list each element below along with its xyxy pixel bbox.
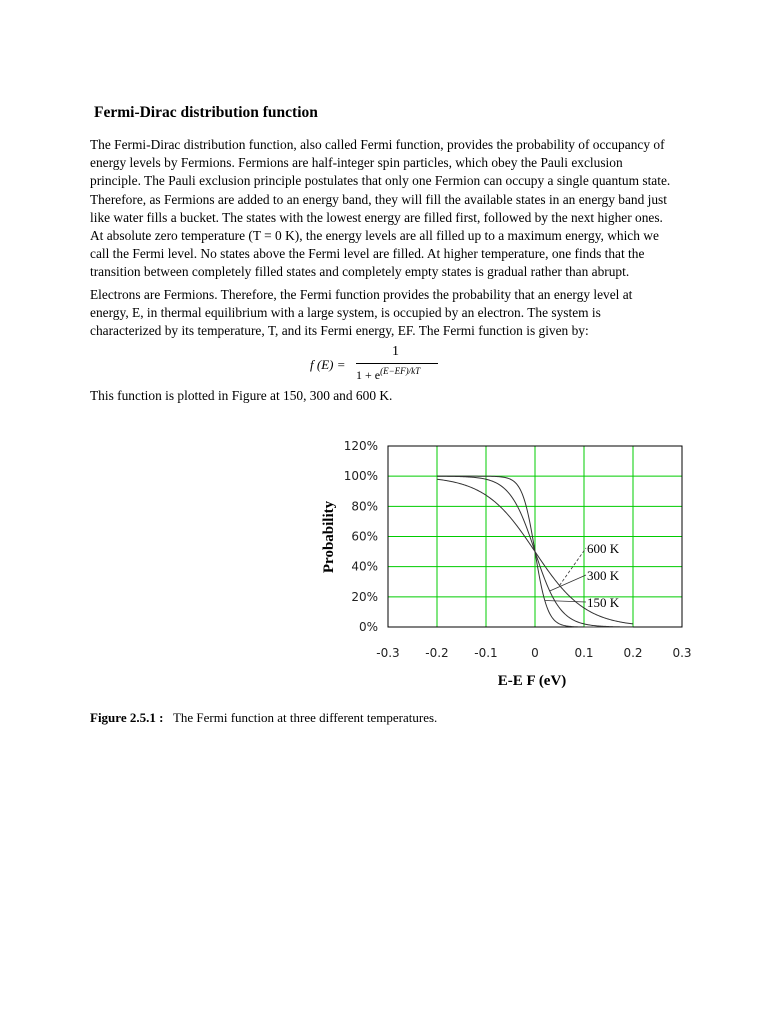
series-label: 150 K	[587, 595, 620, 610]
text-line: energy levels by Fermions. Fermions are half-integer spin particles, which obey the Pauli exclusion	[90, 155, 623, 171]
x-tick-label: -0.2	[425, 646, 449, 660]
y-tick-label: 60%	[351, 529, 378, 544]
text-line: like water fills a bucket. The states with the lowest energy are filled first, followed by the next higher ones.	[90, 209, 663, 225]
paragraph-2	[90, 286, 740, 341]
fermi-function-chart	[310, 430, 700, 700]
section-title: Fermi-Dirac distribution function	[94, 104, 318, 121]
text-line: Therefore, as Fermions are added to an energy band, they will fill the available states in an energy band just	[90, 191, 667, 207]
text-line: characterized by its temperature, T, and its Fermi energy, EF. The Fermi function is given by:	[90, 323, 589, 339]
text-line: call the Fermi level. No states above the Fermi level are filled. At higher temperature, one finds that the	[90, 246, 645, 262]
text-line: At absolute zero temperature (T = 0 K), the energy levels are all filled up to a maximum energy, which we	[90, 228, 659, 244]
series-leader-line	[550, 575, 586, 591]
x-axis-label: E-E F (eV)	[497, 673, 567, 689]
x-tick-label: 0.3	[672, 646, 692, 660]
text-line: transition between completely filled states and completely empty states is gradual rather than abrupt.	[90, 264, 630, 280]
formula-numerator: 1	[392, 344, 399, 359]
denominator-base: 1 + e	[356, 368, 381, 382]
text-line: Electrons are Fermions. Therefore, the Fermi function provides the probability that an energy level at	[90, 287, 633, 302]
caption-label: Figure 2.5.1 :	[90, 710, 164, 725]
series-label: 300 K	[587, 568, 620, 583]
y-axis-label: Probability	[321, 500, 337, 574]
fermi-function-formula	[310, 344, 450, 384]
figure-caption	[90, 710, 437, 726]
x-tick-labels	[376, 646, 691, 660]
y-tick-label: 40%	[351, 559, 378, 574]
text-line: The Fermi-Dirac distribution function, also called Fermi function, provides the probability of occupancy of	[90, 137, 665, 152]
formula-denominator	[356, 366, 420, 383]
y-tick-label: 100%	[343, 469, 378, 484]
caption-text: The Fermi function at three different temperatures.	[172, 710, 438, 725]
x-tick-label: -0.3	[376, 646, 400, 660]
formula-lhs: f (E) =	[310, 357, 346, 372]
x-tick-label: -0.1	[474, 646, 498, 660]
paragraph-1	[90, 136, 740, 282]
series-label: 600 K	[587, 541, 620, 556]
series-labels	[545, 541, 620, 610]
y-tick-label: 120%	[343, 439, 378, 453]
y-tick-label: 0%	[358, 620, 378, 634]
y-tick-label: 20%	[351, 589, 378, 604]
x-tick-label: 0.2	[623, 646, 643, 660]
x-tick-label: 0	[531, 646, 539, 660]
chart-grid	[388, 446, 682, 627]
y-tick-labels	[344, 439, 378, 634]
denominator-exponent: (E−EF)/kT	[380, 366, 421, 376]
text-line: energy, E, in thermal equilibrium with a large system, is occupied by an electron. The system is	[90, 305, 601, 321]
y-tick-label: 80%	[351, 499, 378, 514]
text-line: principle. The Pauli exclusion principle postulates that only one Fermion can occupy a single quantum state.	[90, 173, 671, 189]
plot-intro-text: This function is plotted in Figure at 150, 300 and 600 K.	[90, 388, 393, 403]
fraction-bar	[356, 363, 438, 364]
x-tick-label: 0.1	[574, 646, 594, 660]
series-leader-line	[545, 601, 586, 602]
